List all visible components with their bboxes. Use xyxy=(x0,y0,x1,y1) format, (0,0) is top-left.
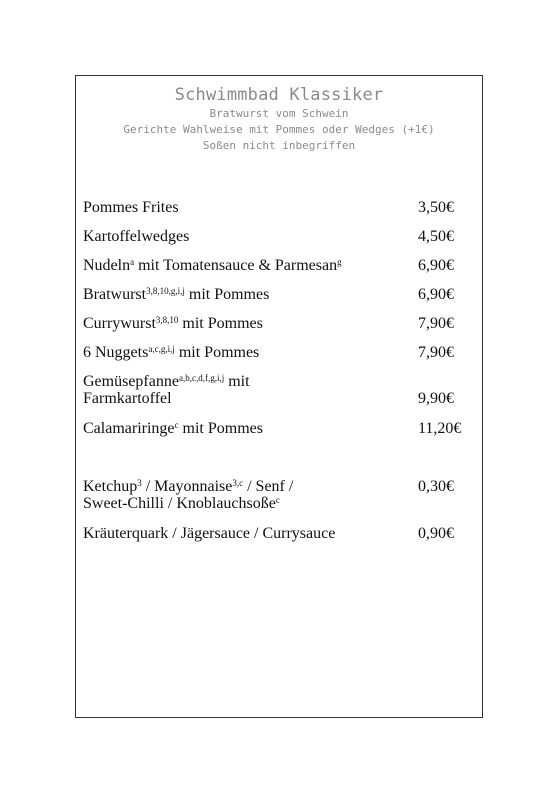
allergen-note: c xyxy=(275,495,280,505)
item-price: 6,90€ xyxy=(418,286,454,303)
menu-subtitle-options: Gerichte Wahlweise mit Pommes oder Wedges (+1€) xyxy=(123,123,435,136)
item-price: 0,90€ xyxy=(418,525,454,542)
item-price: 7,90€ xyxy=(418,315,454,332)
menu-subtitle-bratwurst: Bratwurst vom Schwein xyxy=(209,107,349,120)
menu-frame xyxy=(75,75,483,718)
item-price: 4,50€ xyxy=(418,228,454,245)
item-price: 9,90€ xyxy=(418,390,454,407)
menu-title: Schwimmbad Klassiker xyxy=(174,85,384,105)
item-name: Currywurst$^{3,8,10}$ mit Pommes xyxy=(83,315,263,332)
item-name: Kartoffelwedges xyxy=(83,228,190,245)
item-price: 3,50€ xyxy=(418,199,454,216)
allergen-note: a,c,g,i,j xyxy=(148,344,175,354)
allergen-note: a xyxy=(130,257,135,267)
allergen-note: c xyxy=(174,420,179,430)
item-name: Kräuterquark / Jägersauce / Currysauce xyxy=(83,525,336,542)
allergen-note: g xyxy=(337,257,342,267)
item-name: Bratwurst$^{3,8,10,g,i,j}$ mit Pommes xyxy=(83,286,270,303)
allergen-note: a,b,c,d,f,g,i,j xyxy=(178,373,225,383)
allergen-note: 3,8,10,g,i,j xyxy=(146,286,185,296)
menu-subtitle-sauces: Soßen nicht inbegriffen xyxy=(202,139,356,152)
allergen-note: 3,c xyxy=(232,478,244,488)
item-name: 6 Nuggets$^{a,c,g,i,j}$ mit Pommes xyxy=(83,344,260,361)
item-price: 11,20€ xyxy=(418,420,462,437)
item-price: 6,90€ xyxy=(418,257,454,274)
allergen-note: 3,8,10 xyxy=(155,315,179,325)
menu-header xyxy=(76,84,482,154)
item-price: 0,30€ xyxy=(418,478,454,495)
item-name: Pommes Frites xyxy=(83,199,179,216)
item-name: Gemüsepfanne$^{a,b,c,d,f,g,i,j}$ mit Farmkartoffel xyxy=(83,373,250,407)
item-price: 7,90€ xyxy=(418,344,454,361)
item-name: Nudeln$^a$ mit Tomatensauce & Parmesan$^g$ xyxy=(83,257,342,274)
item-name: Ketchup$^3$ / Mayonnaise$^{3,c}$ / Senf / Sweet-Chilli / Knoblauchsoße$^c$ xyxy=(83,478,294,512)
item-name: Calamariringe$^c$ mit Pommes xyxy=(83,420,263,437)
allergen-note: 3 xyxy=(137,478,142,488)
